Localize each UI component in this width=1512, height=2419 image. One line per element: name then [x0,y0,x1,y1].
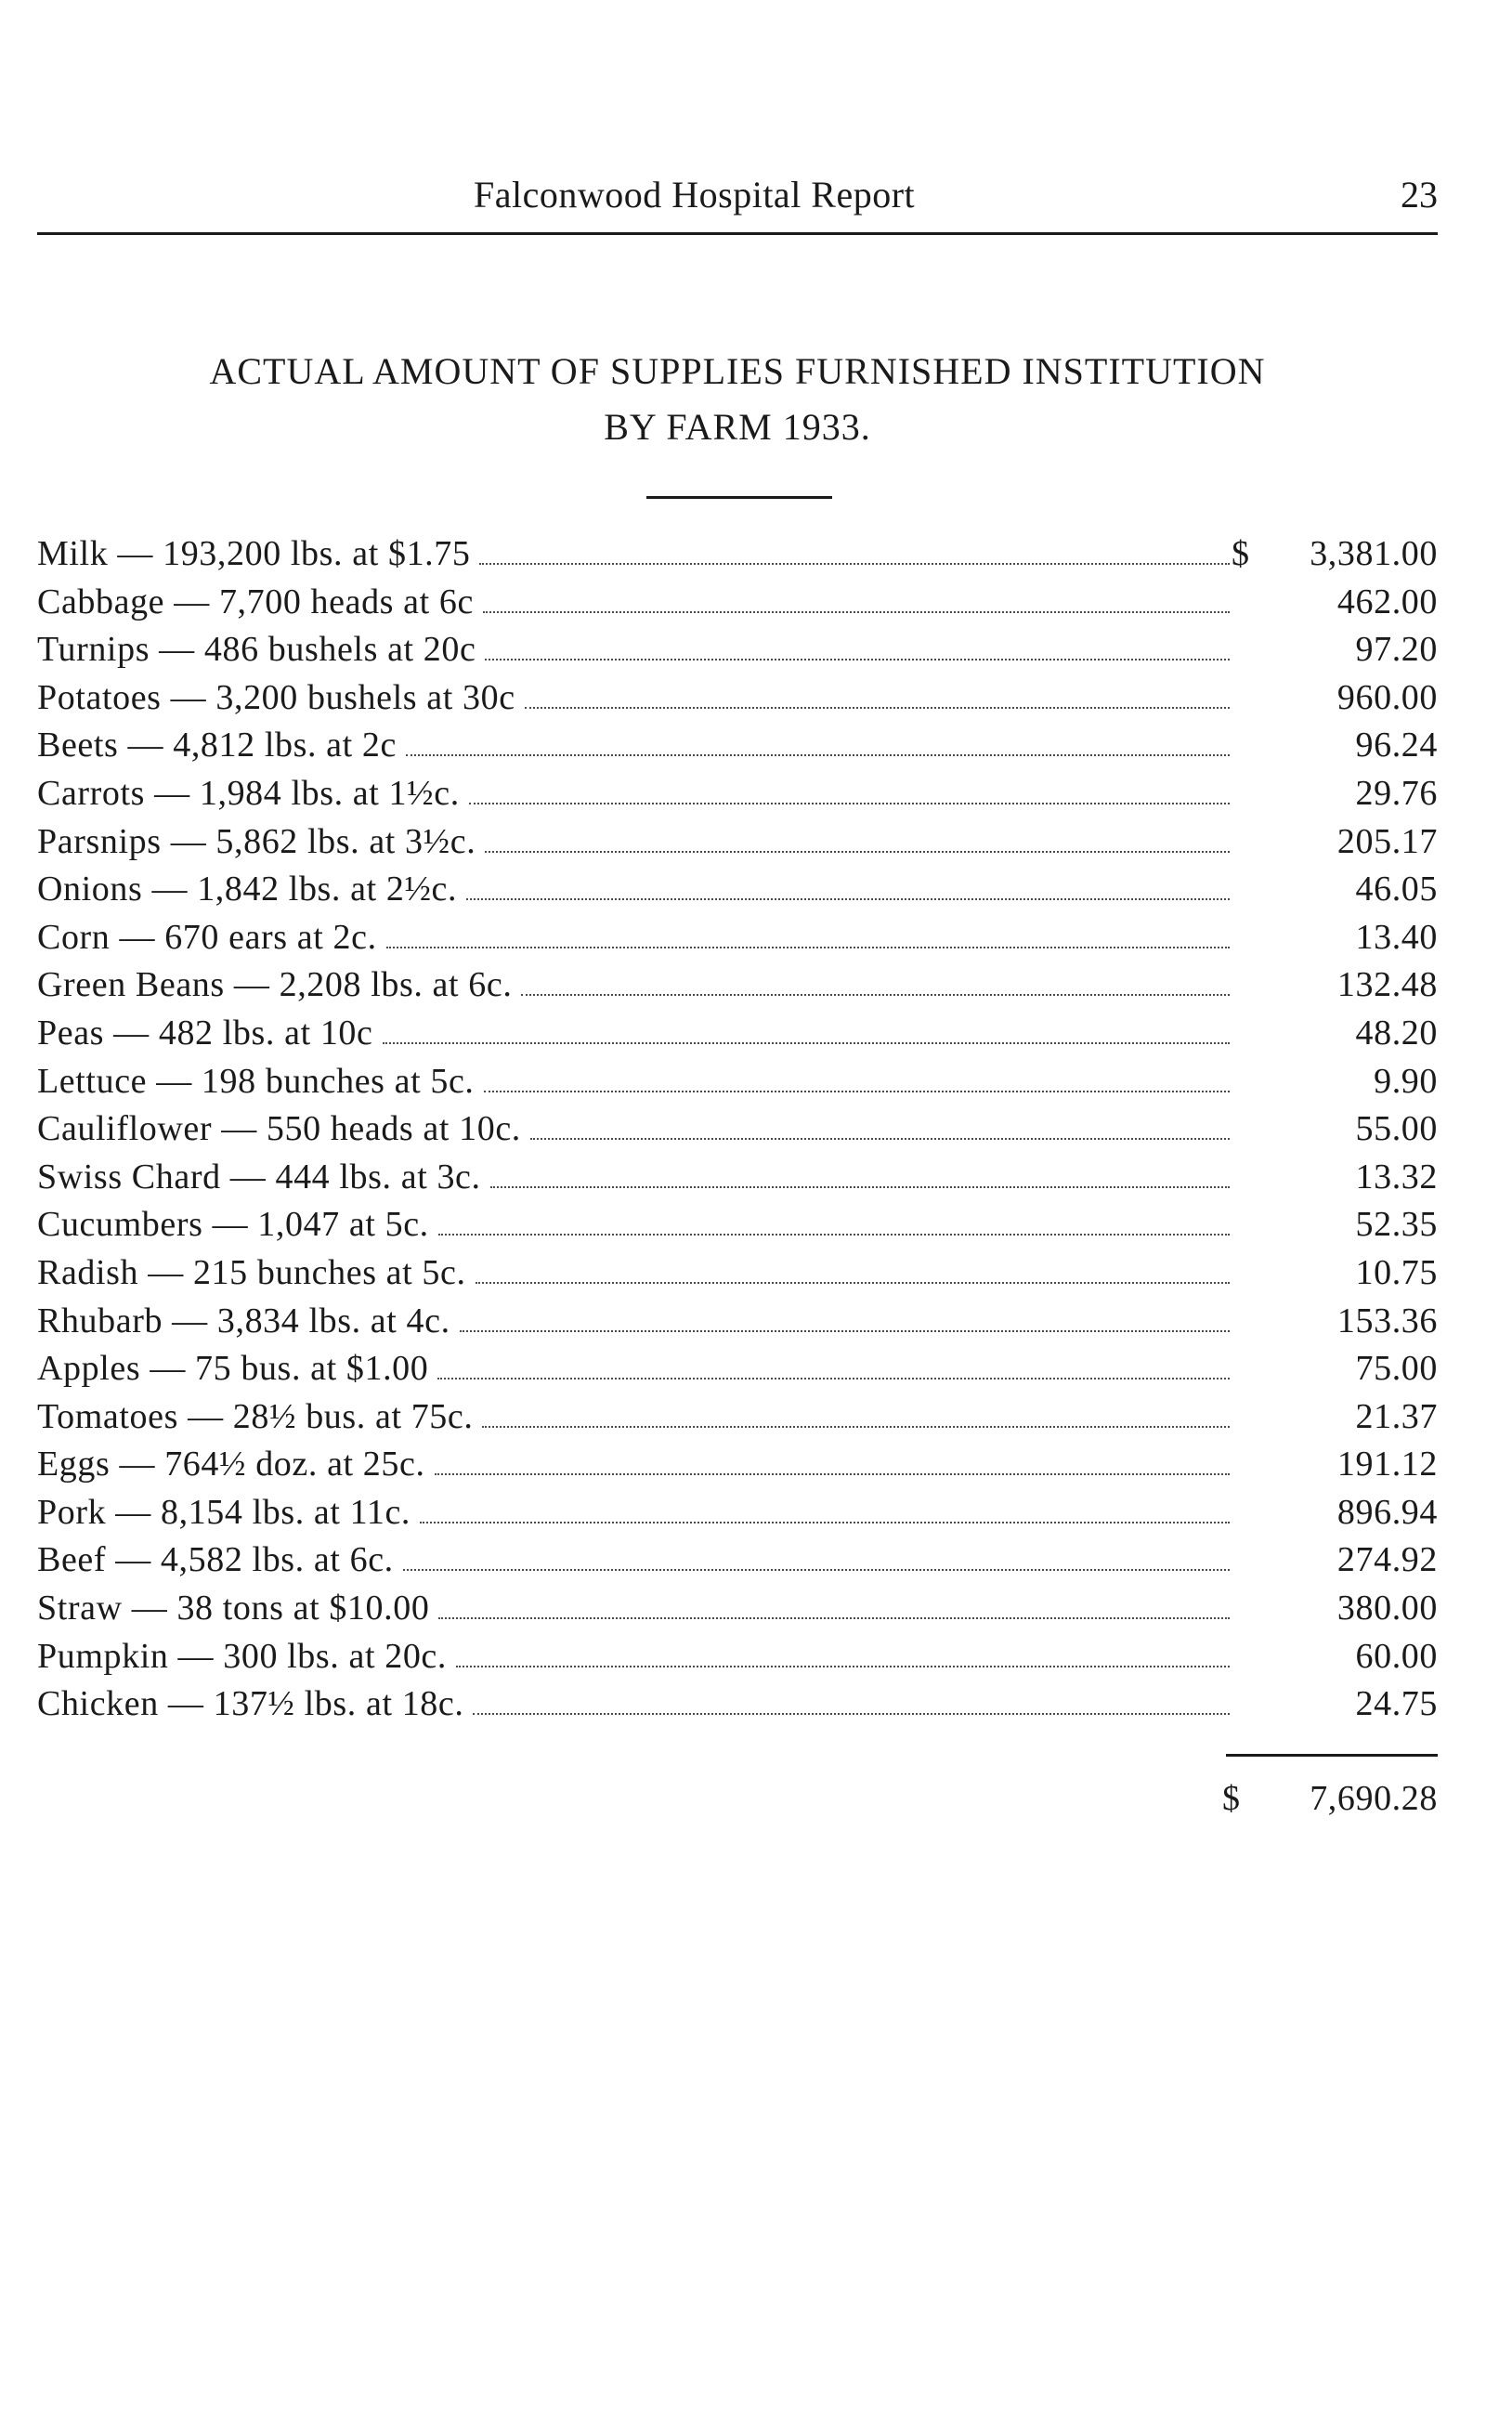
item-currency: $ [1232,534,1250,573]
total-rule [1226,1754,1438,1757]
list-item [37,1444,1438,1492]
item-description: Pork — 8,154 lbs. at 11c. [37,1492,411,1532]
item-amount: 462.00 [1336,582,1438,621]
total-row [1222,1778,1438,1819]
item-amount: 24.75 [1355,1684,1438,1724]
dot-leader [437,1378,1230,1379]
list-item [37,1204,1438,1252]
dot-leader [490,1186,1230,1188]
item-description: Eggs — 764½ doz. at 25c. [37,1445,425,1484]
item-description: Straw — 38 tons at $10.00 [37,1589,430,1628]
list-item [37,1061,1438,1109]
item-amount: 48.20 [1355,1013,1438,1053]
list-item [37,1013,1438,1061]
item-description: Swiss Chard — 444 lbs. at 3c. [37,1157,481,1196]
dot-leader [485,659,1230,660]
item-amount: 13.40 [1355,917,1438,957]
item-description: Cauliflower — 550 heads at 10c. [37,1109,521,1149]
item-description: Carrots — 1,984 lbs. at 1½c. [37,773,460,813]
dot-leader [525,707,1230,709]
item-amount: 97.20 [1355,630,1438,670]
dot-leader [435,1473,1230,1475]
title-divider [646,496,832,499]
dot-leader [438,1234,1230,1236]
dot-leader [479,563,1230,565]
item-description: Lettuce — 198 bunches at 5c. [37,1061,475,1101]
item-amount: 191.12 [1336,1445,1438,1484]
list-item [37,725,1438,773]
item-amount: 3,381.00 [1310,534,1438,573]
item-amount: 21.37 [1355,1396,1438,1436]
dot-leader [482,1426,1230,1428]
dot-leader [469,803,1230,804]
list-item [37,1108,1438,1157]
item-description: Parsnips — 5,862 lbs. at 3½c. [37,821,476,861]
item-description: Onions — 1,842 lbs. at 2½c. [37,870,458,909]
list-item [37,821,1438,870]
item-amount: 13.32 [1355,1157,1438,1196]
item-description: Beef — 4,582 lbs. at 6c. [37,1540,394,1580]
item-amount: 274.92 [1336,1540,1438,1580]
list-item [37,1301,1438,1349]
dot-leader [420,1522,1230,1523]
list-item [37,1157,1438,1205]
list-item [37,964,1438,1013]
item-amount: 60.00 [1355,1636,1438,1676]
item-amount: 75.00 [1355,1349,1438,1389]
item-amount: 153.36 [1336,1301,1438,1340]
list-item [37,917,1438,965]
item-amount: 52.35 [1355,1205,1438,1245]
dot-leader [460,1330,1230,1332]
page-number: 23 [1401,174,1438,216]
item-amount: 132.48 [1336,965,1438,1005]
total-currency: $ [1222,1779,1241,1818]
dot-leader [386,947,1230,948]
list-item [37,1492,1438,1540]
item-description: Cabbage — 7,700 heads at 6c [37,582,474,621]
dot-leader [483,611,1230,613]
page-header [37,173,1438,229]
item-description: Pumpkin — 300 lbs. at 20c. [37,1636,447,1676]
dot-leader [406,754,1230,756]
list-item [37,677,1438,726]
item-amount: 960.00 [1336,677,1438,717]
header-rule [37,232,1438,235]
item-amount: 9.90 [1374,1061,1438,1101]
item-amount: 896.94 [1336,1492,1438,1532]
list-item [37,773,1438,821]
list-item [37,1539,1438,1588]
item-description: Chicken — 137½ lbs. at 18c. [37,1684,464,1724]
item-description: Potatoes — 3,200 bushels at 30c [37,677,515,717]
list-item [37,533,1438,582]
item-description: Apples — 75 bus. at $1.00 [37,1349,429,1389]
item-amount: 29.76 [1355,773,1438,813]
dot-leader [383,1042,1231,1044]
item-amount: 380.00 [1336,1589,1438,1628]
list-item [37,1683,1438,1732]
list-item [37,1396,1438,1445]
dot-leader [521,994,1230,996]
list-item [37,869,1438,917]
dot-leader [466,898,1230,900]
title-line-2: BY FARM 1933. [604,406,871,448]
list-item [37,1588,1438,1636]
item-amount: 55.00 [1355,1109,1438,1149]
item-description: Tomatoes — 28½ bus. at 75c. [37,1396,474,1436]
item-description: Rhubarb — 3,834 lbs. at 4c. [37,1301,450,1340]
dot-leader [530,1138,1230,1140]
item-description: Beets — 4,812 lbs. at 2c [37,726,397,765]
dot-leader [484,1091,1230,1092]
item-description: Radish — 215 bunches at 5c. [37,1252,466,1292]
item-amount: 46.05 [1355,870,1438,909]
item-description: Turnips — 486 bushels at 20c [37,630,476,670]
item-amount: 96.24 [1355,726,1438,765]
supplies-list [37,533,1438,1732]
list-item [37,1348,1438,1396]
dot-leader [476,1282,1230,1284]
total-amount: 7,690.28 [1310,1779,1438,1818]
item-description: Cucumbers — 1,047 at 5c. [37,1205,429,1245]
dot-leader [485,851,1230,853]
running-header-title: Falconwood Hospital Report [474,174,916,216]
list-item [37,582,1438,630]
dot-leader [456,1666,1230,1667]
item-description: Green Beans — 2,208 lbs. at 6c. [37,965,513,1005]
dot-leader [403,1569,1230,1571]
item-description: Corn — 670 ears at 2c. [37,917,377,957]
list-item [37,1252,1438,1301]
list-item [37,629,1438,677]
item-description: Milk — 193,200 lbs. at $1.75 [37,534,471,573]
dot-leader [438,1617,1230,1619]
title-line-1: ACTUAL AMOUNT OF SUPPLIES FURNISHED INSTITUTION [209,350,1266,392]
document-title [37,344,1438,455]
item-description: Peas — 482 lbs. at 10c [37,1013,373,1053]
item-amount: 205.17 [1336,821,1438,861]
dot-leader [473,1713,1230,1715]
list-item [37,1636,1438,1684]
item-amount: 10.75 [1355,1252,1438,1292]
